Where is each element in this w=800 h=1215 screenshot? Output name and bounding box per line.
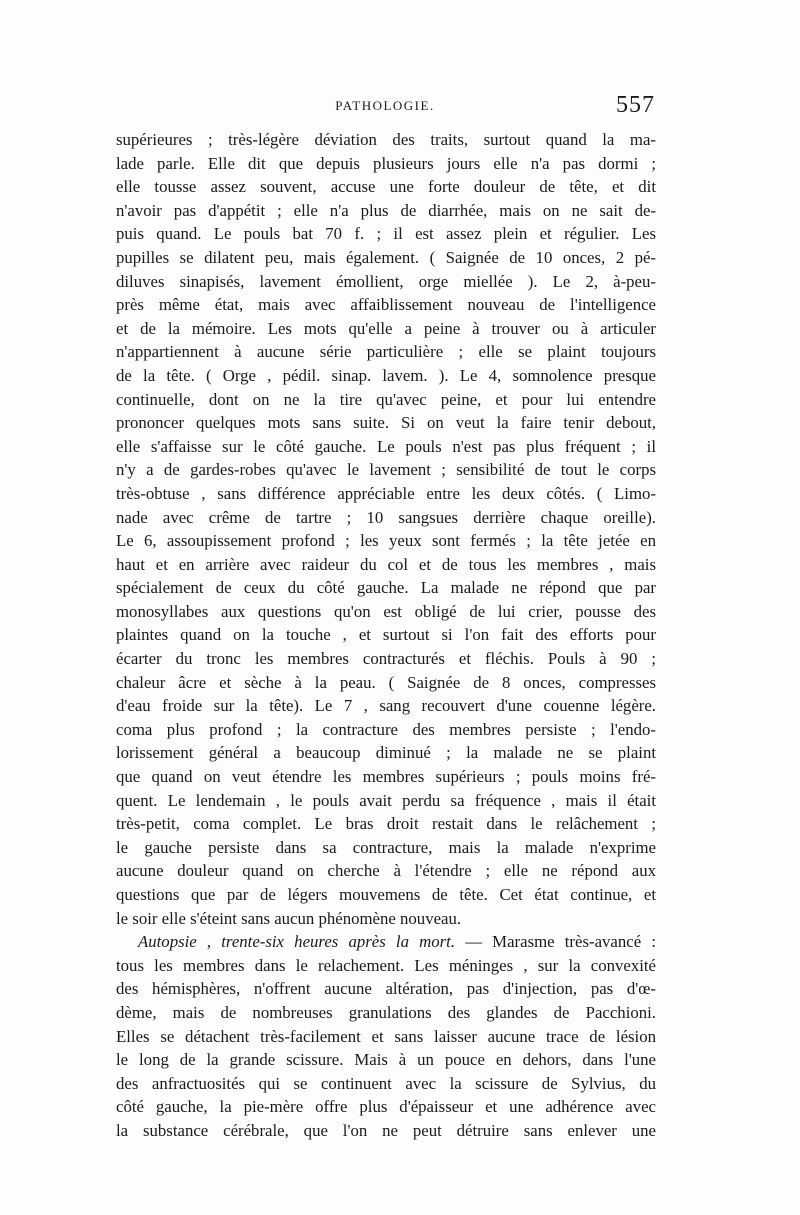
text-line: diluves sinapisés, lavement émollient, orge miellée ). Le 2, à-peu- [116, 271, 656, 291]
text-line: plaintes quand on la touche , et surtout si l'on fait des efforts pour [116, 625, 656, 645]
text-line: aucune douleur quand on cherche à l'étendre ; elle ne répond aux [116, 861, 656, 881]
text-line: des anfractuosités qui se continuent avec la scissure de Sylvius, du [116, 1073, 656, 1093]
text-line: monosyllabes aux questions qu'on est obligé de lui crier, pousse des [116, 601, 656, 621]
text-line: que quand on veut étendre les membres supérieurs ; pouls moins fré- [116, 767, 656, 787]
autopsy-heading: Autopsie , trente-six heures après la mort. [138, 932, 456, 952]
autopsy-first-line-rest: — Marasme très-avancé : [455, 932, 656, 952]
text-line: le gauche persiste dans sa contracture, mais la malade n'exprime [116, 837, 656, 857]
text-line: écarter du tronc les membres contracturés et fléchis. Pouls à 90 ; [116, 649, 656, 669]
text-line: tous les membres dans le relachement. Les méninges , sur la convexité [116, 955, 656, 975]
running-title: PATHOLOGIE. [335, 98, 435, 113]
text-line: le soir elle s'éteint sans aucun phénomène nouveau. [116, 908, 462, 928]
text-line: dème, mais de nombreuses granulations des glandes de Pacchioni. [116, 1002, 656, 1022]
text-line: coma plus profond ; la contracture des membres persiste ; l'endo- [116, 719, 656, 739]
text-line: n'appartiennent à aucune série particulière ; elle se plaint toujours [116, 342, 656, 362]
text-line: Elles se détachent très-facilement et sans laisser aucune trace de lésion [116, 1026, 656, 1046]
text-line: des hémisphères, n'offrent aucune altération, pas d'injection, pas d'œ- [116, 979, 656, 999]
text-line: côté gauche, la pie-mère offre plus d'épaisseur et une adhérence avec [116, 1097, 656, 1117]
text-line: la substance cérébrale, que l'on ne peut détruire sans enlever une [116, 1120, 656, 1140]
text-line: haut et en arrière avec raideur du col et de tous les membres , mais [116, 554, 656, 574]
text-line: quent. Le lendemain , le pouls avait perdu sa fréquence , mais il était [116, 790, 656, 810]
autopsy-first-line [116, 930, 656, 954]
page-number: 557 [616, 92, 655, 118]
text-line: nade avec crême de tartre ; 10 sangsues derrière chaque oreille). [116, 507, 656, 527]
running-head [115, 92, 655, 122]
text-line: supérieures ; très-légère déviation des traits, surtout quand la ma- [116, 130, 656, 149]
text-line: le long de la grande scissure. Mais à un pouce en dehors, dans l'une [116, 1050, 656, 1070]
text-line: prononcer quelques mots sans suite. Si on veut la faire tenir debout, [116, 413, 656, 433]
text-line: pupilles se dilatent peu, mais également. ( Saignée de 10 onces, 2 pé- [116, 247, 656, 267]
text-line: très-petit, coma complet. Le bras droit restait dans le relâchement ; [116, 814, 656, 834]
text-line: près même état, mais avec affaiblissement nouveau de l'intelligence [116, 295, 656, 315]
text-line: n'y a de gardes-robes qu'avec le lavement ; sensibilité de tout le corps [116, 460, 656, 480]
text-line: questions que par de légers mouvemens de tête. Cet état continue, et [116, 885, 656, 904]
text-line: Le 6, assoupissement profond ; les yeux sont fermés ; la tête jetée en [116, 531, 656, 551]
body-text [116, 128, 656, 1143]
text-line: de la tête. ( Orge , pédil. sinap. lavem. ). Le 4, somnolence presque [116, 365, 656, 385]
text-line: d'eau froide sur la tête). Le 7 , sang recouvert d'une couenne légère. [116, 696, 656, 716]
text-line: lorissement général a beaucoup diminué ; la malade ne se plaint [116, 743, 656, 763]
text-line: elle tousse assez souvent, accuse une forte douleur de tête, et dit [116, 177, 656, 197]
text-line: lade parle. Elle dit que depuis plusieurs jours elle n'a pas dormi ; [116, 153, 656, 173]
text-line: continuelle, dont on ne la tire qu'avec peine, et pour lui entendre [116, 389, 656, 409]
text-line: très-obtuse , sans différence appréciable entre les deux côtés. ( Limo- [116, 483, 656, 503]
text-line: spécialement de ceux du côté gauche. La malade ne répond que par [116, 578, 656, 598]
text-line: elle s'affaisse sur le côté gauche. Le pouls n'est pas plus fréquent ; il [116, 436, 656, 456]
text-line: chaleur âcre et sèche à la peau. ( Saignée de 8 onces, compresses [116, 672, 656, 692]
text-line: et de la mémoire. Les mots qu'elle a peine à trouver ou à articuler [116, 318, 656, 338]
text-line: puis quand. Le pouls bat 70 f. ; il est assez plein et régulier. Les [116, 224, 656, 244]
text-line: n'avoir pas d'appétit ; elle n'a plus de diarrhée, mais on ne sait de- [116, 200, 656, 220]
